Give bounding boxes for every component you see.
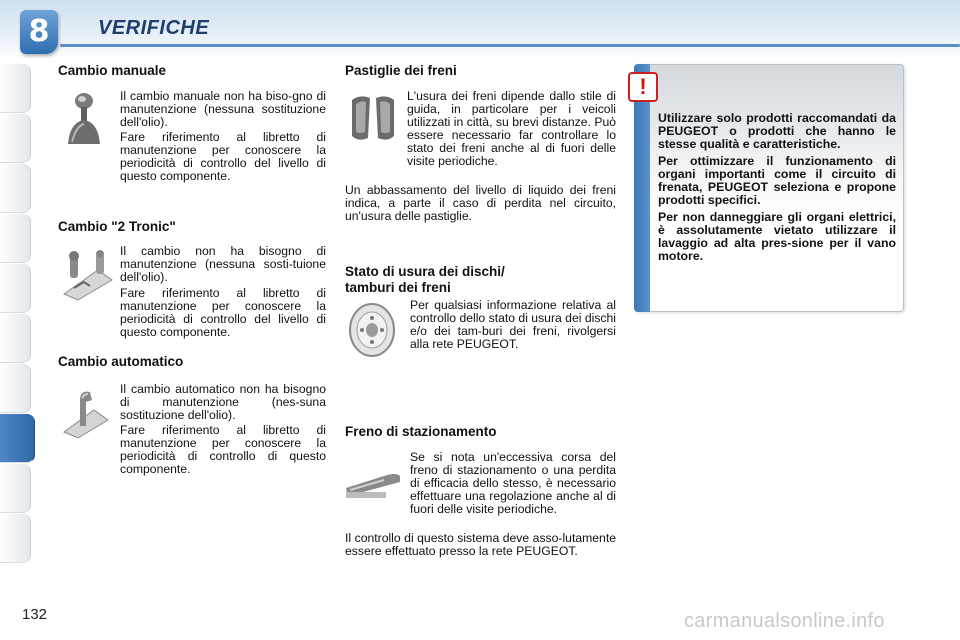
chapter-number-badge: 8 xyxy=(20,10,58,54)
chapter-tab-1[interactable] xyxy=(0,64,31,113)
pastiglie-text-2: Un abbassamento del livello di liquido dei freni indica, a parte il caso di perdita nel circuito, un'usura delle pastiglie. xyxy=(345,183,616,223)
warning-text-1: Utilizzare solo prodotti raccomandati da PEUGEOT o prodotti che hanno le stesse qualità e caratteristiche. xyxy=(658,111,896,151)
pastiglie-text-1 xyxy=(345,90,616,168)
section-title-dischi-line2: tamburi dei freni xyxy=(345,280,451,295)
chapter-tab-9[interactable] xyxy=(0,464,31,513)
warning-exclamation-icon: ! xyxy=(628,72,658,102)
chapter-tab-3[interactable] xyxy=(0,164,31,213)
cambio-manuale-text-1: Il cambio manuale non ha biso-gno di manutenzione (nessuna sostituzione dell'olio). xyxy=(120,89,326,129)
chapter-tab-6[interactable] xyxy=(0,314,31,363)
chapter-tab-8-active[interactable] xyxy=(0,414,35,463)
cambio-automatico-text-1: Il cambio automatico non ha bisogno di manutenzione (nes-suna sostituzione dell'olio). xyxy=(120,382,326,422)
chapter-tab-strip xyxy=(0,64,34,576)
automatic-gearbox-icon xyxy=(60,386,112,440)
section-title-cambio-manuale: Cambio manuale xyxy=(58,63,167,78)
chapter-tab-7[interactable] xyxy=(0,364,31,413)
brake-disc-icon xyxy=(346,302,398,358)
tronic-gearbox-icon xyxy=(60,250,116,302)
section-title-dischi xyxy=(345,264,505,296)
cambio-tronic-text-1: Il cambio non ha bisogno di manutenzione (nessuna sosti-tuione dell'olio). xyxy=(120,244,326,284)
chapter-tab-2[interactable] xyxy=(0,114,31,163)
pastiglie-text-1-content: L'usura dei freni dipende dallo stile di guida, in particolare per i veicoli utilizzati in città, su brevi distanze. Può essere necessario far controllare lo stato dei freni anche al di fuori delle visite periodiche. xyxy=(407,89,616,168)
chapter-tab-4[interactable] xyxy=(0,214,31,263)
chapter-tab-10[interactable] xyxy=(0,514,31,563)
cambio-automatico-text-2: Fare riferimento al libretto di manutenzione per conoscere la periodicità di controllo di questo componente. xyxy=(120,423,326,476)
section-title-dischi-line1: Stato di usura dei dischi/ xyxy=(345,264,505,279)
watermark: carmanualsonline.info xyxy=(684,610,885,632)
warning-text-2: Per ottimizzare il funzionamento di organi importanti come il circuito di frenata, PEUGEOT seleziona e propone prodotti specifici. xyxy=(658,154,896,207)
section-title-cambio-tronic: Cambio "2 Tronic" xyxy=(58,219,176,234)
freno-stazionamento-text-2: Il controllo di questo sistema deve asso-lutamente essere effettuato presso la rete PEUGEOT. xyxy=(345,531,616,558)
chapter-tab-5[interactable] xyxy=(0,264,31,313)
pastiglie-text-wrap-spacer xyxy=(345,90,407,156)
warning-text-3: Per non danneggiare gli organi elettrici, è assolutamente vietato utilizzare il lavaggio ad alta pres-sione per il vano motore. xyxy=(658,210,896,263)
cambio-manuale-text-2: Fare riferimento al libretto di manutenzione per conoscere la periodicità di controllo del livello di questo componente. xyxy=(120,130,326,183)
chapter-title: VERIFICHE xyxy=(98,17,210,39)
section-title-cambio-automatico: Cambio automatico xyxy=(58,354,184,369)
section-title-pastiglie: Pastiglie dei freni xyxy=(345,63,457,78)
freno-stazionamento-text-1: Se si nota un'eccessiva corsa del freno di stazionamento o una perdita di efficacia dello stesso, è necessario effettuare una regolazione anche al di fuori delle visite periodiche. xyxy=(410,450,616,516)
manual-gearshift-icon xyxy=(60,92,104,148)
dischi-text-1: Per qualsiasi informazione relativa al controllo dello stato di usura dei dischi e/o dei tam-buri dei freni, rivolgersi alla rete PEUGEOT. xyxy=(410,298,616,351)
parking-brake-lever-icon xyxy=(344,466,402,500)
header-divider xyxy=(60,44,960,47)
section-title-freno-stazionamento: Freno di stazionamento xyxy=(345,424,497,439)
cambio-tronic-text-2: Fare riferimento al libretto di manutenzione per conoscere la periodicità di controllo del livello di questo componente. xyxy=(120,286,326,339)
page-number: 132 xyxy=(22,606,48,623)
